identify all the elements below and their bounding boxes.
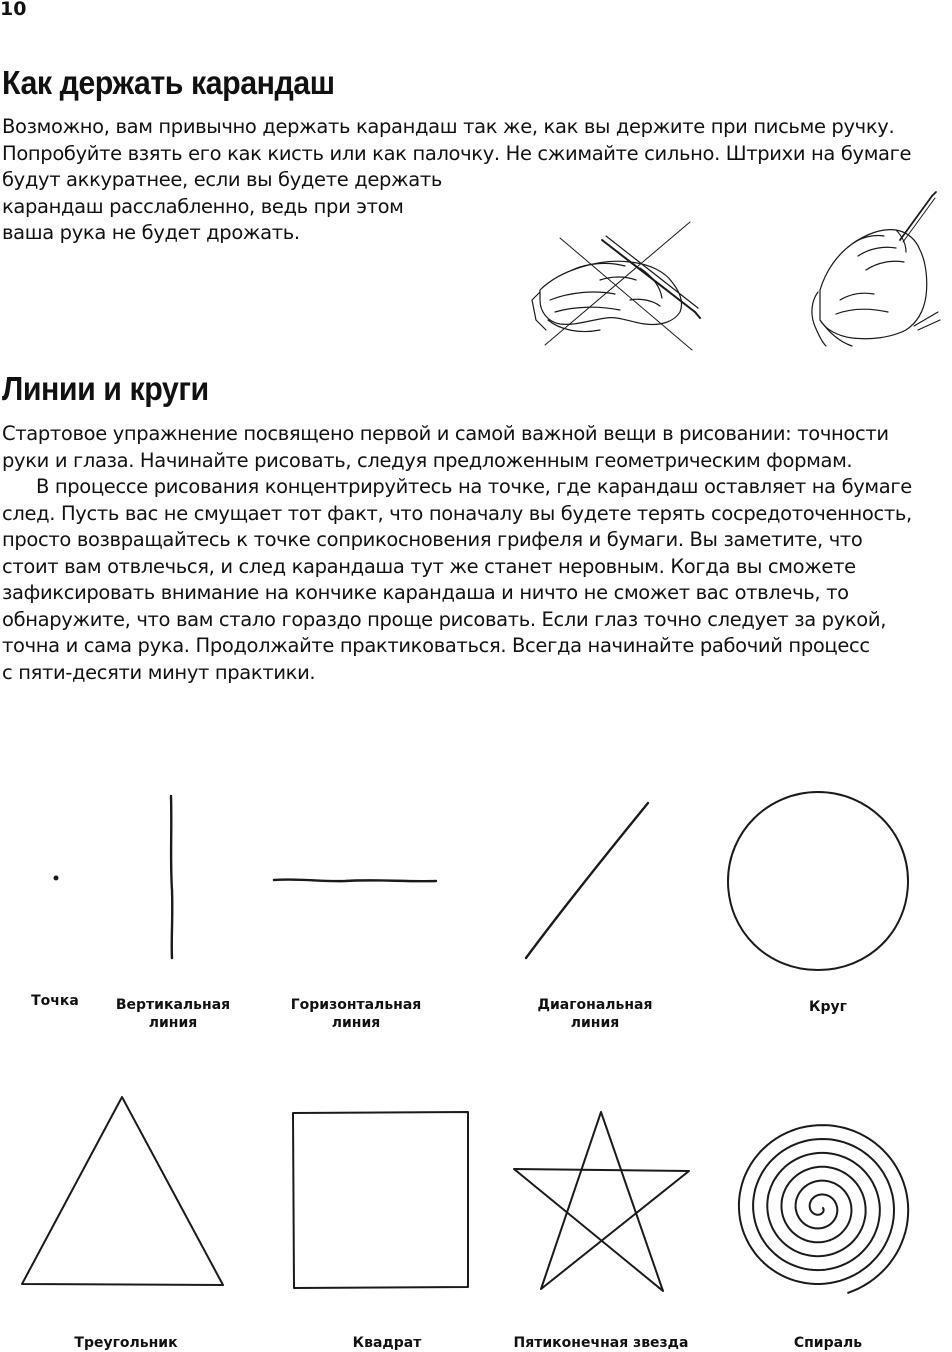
text-line: просто возвращайтесь к точке соприкосновения грифеля и бумаги. Вы заметите, что — [2, 528, 863, 551]
caption-vertical-line — [113, 996, 233, 1032]
vertical-line-shape — [171, 796, 172, 958]
page-number: 10 — [0, 0, 27, 20]
triangle-shape — [22, 1097, 223, 1285]
caption-star: Пятиконечная звезда — [513, 1335, 689, 1351]
caption-line: Диагональная — [537, 997, 653, 1013]
text-line: руки и глаза. Начинайте рисовать, следуя предложенным геометрическим формам. — [2, 448, 853, 472]
dot-shape — [54, 876, 59, 881]
caption-horizontal-line — [286, 996, 426, 1032]
horizontal-line-shape — [274, 879, 436, 881]
star-shape — [514, 1112, 689, 1291]
caption-circle: Круг — [809, 999, 847, 1015]
text-line: обнаружите, что вам стало гораздо проще рисовать. Если глаз точно следует за рукой, — [2, 607, 887, 631]
text-line: Возможно, вам привычно держать карандаш так же, как вы держите при письме ручку. — [2, 115, 895, 138]
caption-dot: Точка — [31, 993, 79, 1009]
caption-triangle: Треугольник — [74, 1335, 178, 1351]
text-line: будут аккуратнее, если вы будете держать — [2, 168, 442, 191]
caption-square: Квадрат — [352, 1335, 422, 1351]
text-line: зафиксировать внимание на кончике карандаша и ничто не сможет вас отвлечь, то — [2, 581, 849, 604]
section-title-pencil-grip: Как держать карандаш — [2, 64, 335, 101]
hand-pen-grip-crossed-illustration — [532, 222, 700, 350]
text-line: ваша рука не будет дрожать. — [2, 221, 300, 244]
circle-shape — [728, 792, 908, 970]
text-line: стоит вам отвлечься, и след карандаша тут же станет неровным. Когда вы сможете — [2, 554, 856, 578]
caption-line: линия — [331, 1015, 381, 1031]
spiral-shape — [739, 1125, 908, 1293]
caption-line: линия — [148, 1015, 198, 1031]
hand-brush-grip-illustration — [812, 192, 940, 346]
text-line: Попробуйте взять его как кисть или как палочку. Не сжимайте сильно. Штрихи на бумаге — [2, 141, 912, 165]
caption-line: линия — [570, 1015, 620, 1031]
text-line: точна и сама рука. Продолжайте практиковаться. Всегда начинайте рабочий процесс — [2, 634, 870, 657]
text-line: Стартовое упражнение посвящено первой и самой важной вещи в рисовании: точности — [2, 422, 889, 445]
text-line: карандаш расслабленно, ведь при этом — [2, 194, 404, 218]
square-shape — [293, 1112, 468, 1288]
diagonal-line-shape — [526, 803, 648, 958]
caption-diagonal-line — [530, 996, 660, 1032]
caption-line: Вертикальная — [115, 997, 231, 1013]
caption-spiral: Спираль — [793, 1335, 863, 1351]
text-line: след. Пусть вас не смущает тот факт, что поначалу вы будете терять сосредоточенность, — [2, 501, 912, 525]
text-line: В процессе рисования концентрируйтесь на точке, где карандаш оставляет на бумаге — [36, 475, 912, 498]
text-line: с пяти-десяти минут практики. — [2, 660, 316, 684]
caption-line: Горизонтальная — [290, 997, 422, 1013]
section-title-lines-circles: Линии и круги — [2, 370, 209, 407]
